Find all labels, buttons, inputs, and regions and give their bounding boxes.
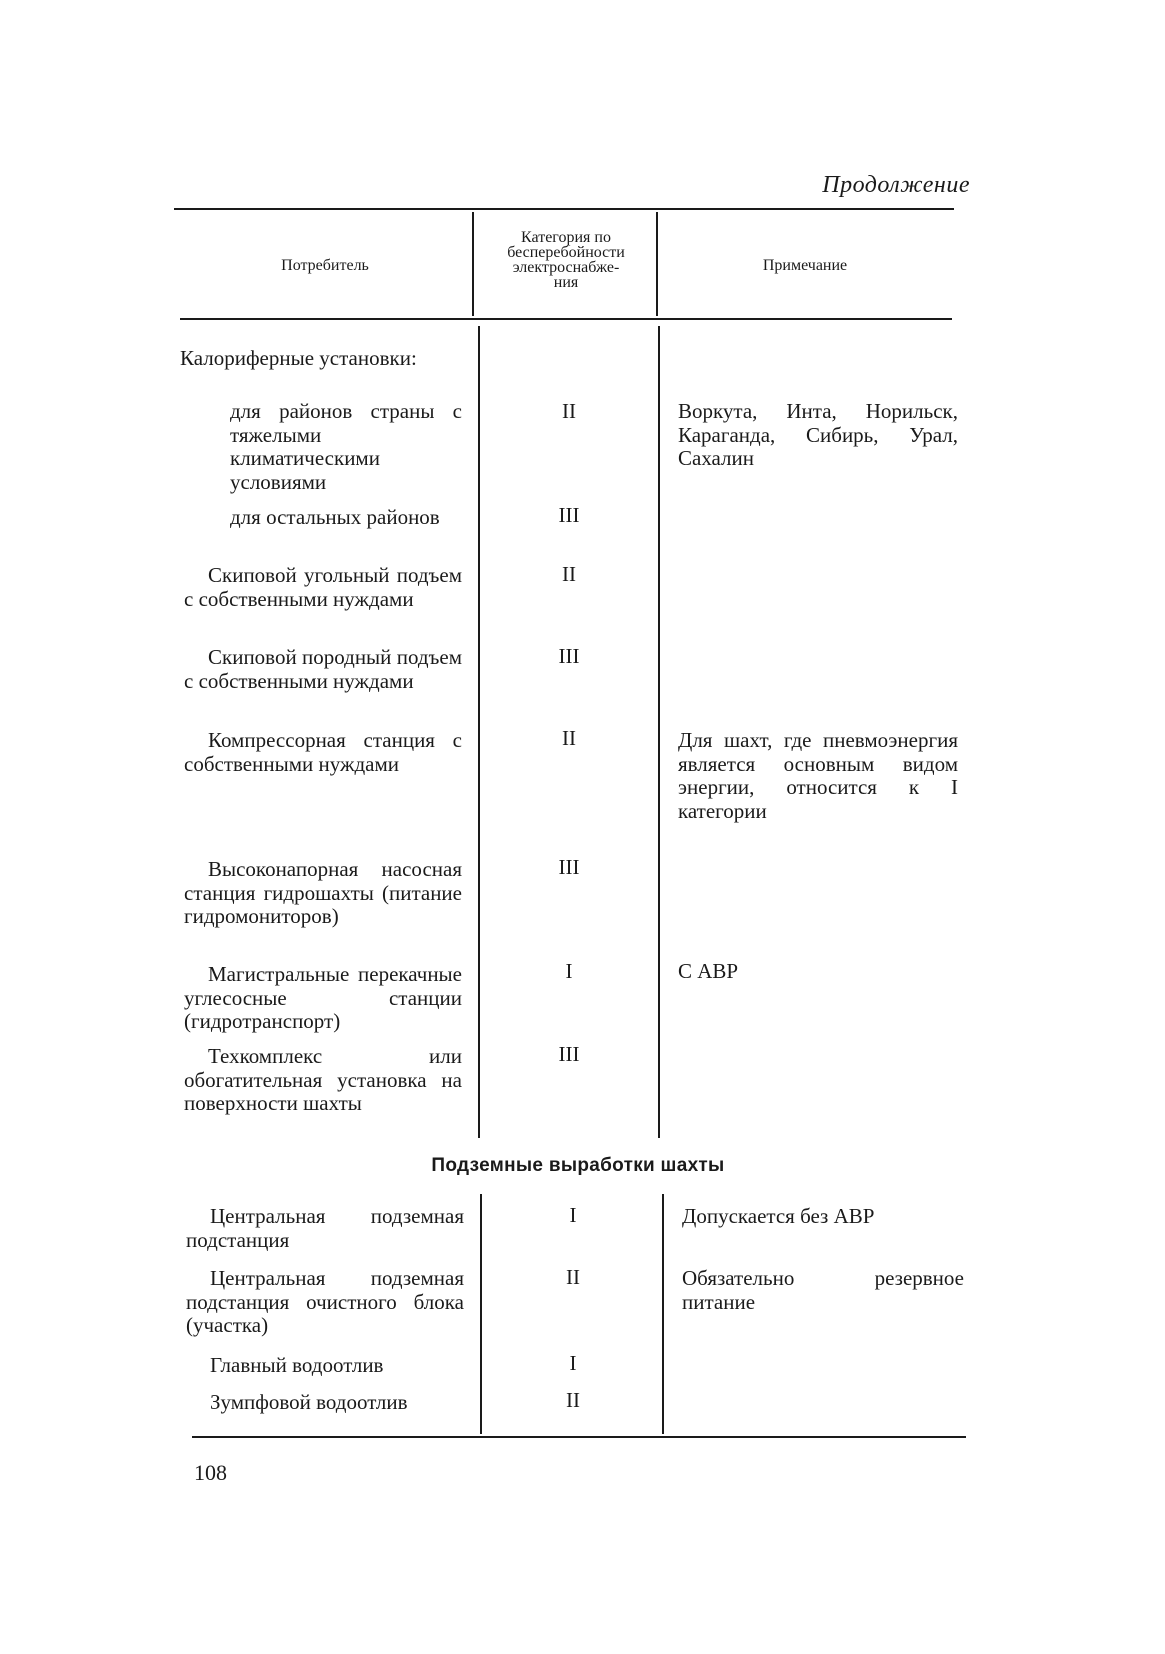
category-block-substation: II — [566, 1265, 580, 1289]
page-number: 108 — [194, 1460, 227, 1485]
category-main-drainage: I — [569, 1351, 577, 1375]
section-title-underground: Подземные выработки шахты — [431, 1155, 725, 1176]
header-divider-2 — [656, 212, 658, 316]
category-central-substation: I — [569, 1203, 577, 1227]
category-compressor: II — [562, 726, 576, 750]
header-bottom-rule — [180, 318, 952, 320]
note-block-substation: Обязательно резервное питание — [682, 1266, 964, 1314]
table-top-rule — [174, 208, 954, 210]
consumer-skip-rock: Скиповой породный подъем с собственными нуждами — [184, 645, 462, 693]
header-consumer: Потребитель — [281, 257, 369, 274]
header-divider-1 — [472, 212, 474, 316]
category-skip-coal: II — [562, 562, 576, 586]
continuation-label: Продолжение — [822, 172, 970, 198]
category-heaters-harsh: II — [562, 399, 576, 423]
consumer-heaters: Калориферные установки: — [180, 346, 417, 370]
consumer-pump-station: Высоконапорная насосная станция гидрошахты (питание гидромониторов) — [184, 857, 462, 928]
consumer-heaters-other: для остальных районов — [230, 505, 440, 529]
consumer-sump-drainage: Зумпфовой водоотлив — [210, 1390, 408, 1414]
header-note: Примечание — [762, 257, 848, 274]
consumer-main-drainage: Главный водоотлив — [210, 1353, 384, 1377]
category-slurry-stations: I — [565, 959, 573, 983]
consumer-heaters-harsh: для районов страны с тяжелыми климатическими условиями — [230, 399, 462, 494]
category-skip-rock: III — [558, 644, 580, 668]
consumer-block-substation: Центральная подземная подстанция очистного блока (участка) — [186, 1266, 464, 1337]
note-compressor: Для шахт, где пневмоэнергия является основным видом энергии, относится к I категории — [678, 728, 958, 823]
consumer-slurry-stations: Магистральные перекачные углесосные станции (гидротранспорт) — [184, 962, 462, 1033]
category-heaters-other: III — [558, 503, 580, 527]
consumer-skip-coal: Скиповой угольный подъем с собственными нуждами — [184, 563, 462, 611]
note-heaters-harsh: Воркута, Инта, Норильск, Караганда, Сибирь, Урал, Сахалин — [678, 399, 958, 470]
header-category: Категория по бесперебойности электроснабже- ния — [507, 229, 625, 291]
category-pump-station: III — [558, 855, 580, 879]
consumer-compressor: Компрессорная станция с собственными нуждами — [184, 728, 462, 776]
consumer-central-substation: Центральная подземная подстанция — [186, 1204, 464, 1252]
category-processing: III — [558, 1042, 580, 1066]
consumer-processing: Техкомплекс или обогатительная установка на поверхности шахты — [184, 1044, 462, 1115]
category-sump-drainage: II — [566, 1388, 580, 1412]
table-bottom-rule — [192, 1436, 966, 1438]
note-central-substation: Допускается без АВР — [682, 1204, 875, 1228]
note-slurry-stations: С АВР — [678, 959, 739, 983]
